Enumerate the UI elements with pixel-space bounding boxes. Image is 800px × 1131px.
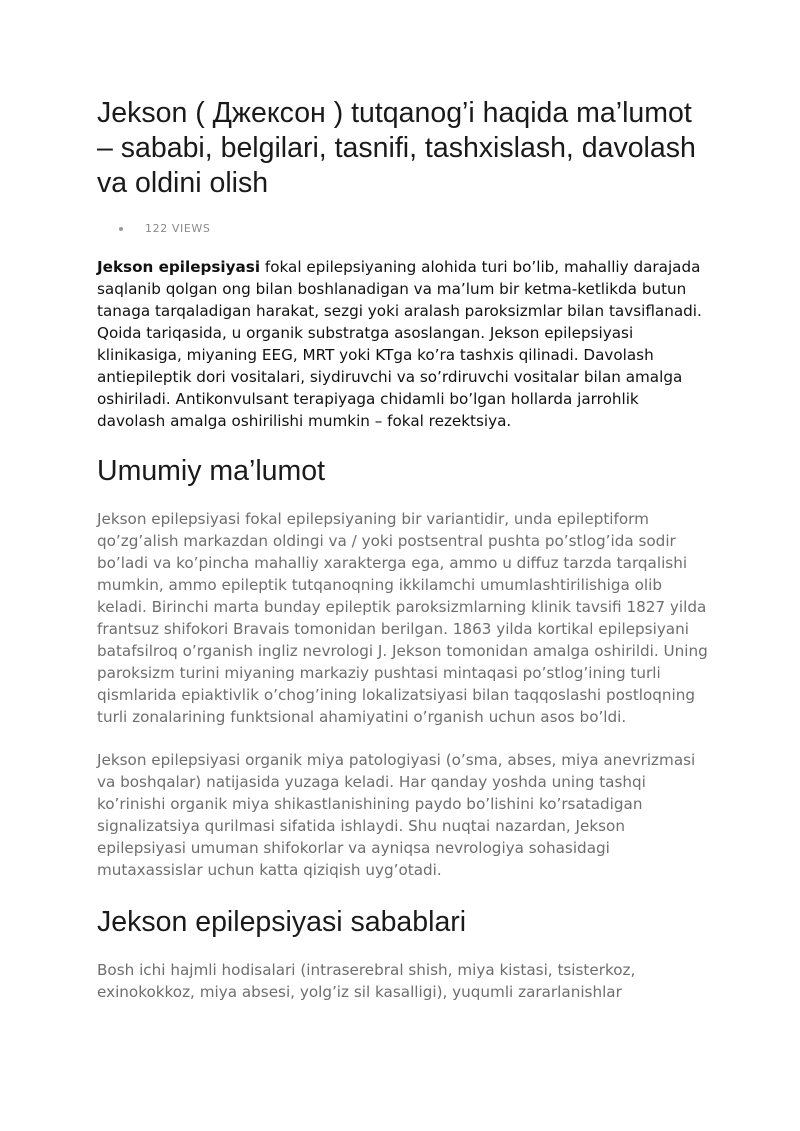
article	[97, 96, 709, 1003]
lead-paragraph	[97, 256, 709, 432]
causes-paragraph-1: Bosh ichi hajmli hodisalari (intraserebral shish, miya kistasi, tsisterkoz, exinokokkoz, miya absesi, yolg’iz sil kasalligi), yuqumli zararlanishlar	[97, 961, 636, 1001]
section-heading-general: Umumiy ma’lumot	[97, 455, 326, 487]
lead-text: fokal epilepsiyaning alohida turi bo’lib, mahalliy darajada saqlanib qolgan ong bilan boshlanadigan va ma’lum bir ketma-ketlikda butun tanaga tarqaladigan harakat, sezgi yoki aralash paroksizmlar bilan tavsiflanadi. Qoida tariqasida, u organik substratga asoslangan. Jekson epilepsiyasi klinikasiga, miyaning EEG, MRT yoki KTga ko’ra tashxis qilinadi. Davolash antiepileptik dori vositalari, siydiruvchi va so’rdiruvchi vositalar bilan amalga oshiriladi. Antikonvulsant terapiyaga chidamli bo’lgan hollarda jarrohlik davolash amalga oshirilishi mumkin – fokal rezektsiya.	[97, 258, 702, 430]
views-count: 122 VIEWS	[145, 222, 211, 235]
general-paragraph-1: Jekson epilepsiyasi fokal epilepsiyaning bir variantidir, unda epileptiform qo’zg’alish markazdan oldingi va / yoki postsentral pushta po’stlog’ida sodir bo’ladi va ko’pincha mahalliy xarakterga ega, ammo u diffuz tarzda tarqalishi mumkin, ammo epileptik tutqanoqning ikkilamchi umumlashtirilishiga olib keladi. Birinchi marta bunday epileptik paroksizmlarning klinik tavsifi 1827 yilda frantsuz shifokori Bravais tomonidan berilgan. 1863 yilda kortikal epilepsiyani batafsilroq o’rganish ingliz nevrologi J. Jekson tomonidan amalga oshirildi. Uning paroksizm turini miyaning markaziy pushtasi mintaqasi po’stlog’ining turli qismlarida epiaktivlik o’chog’ining lokalizatsiyasi bilan taqqoslashi postloqning turli zonalarining funktsional ahamiyatini o’rganish uchun asos bo’ldi.	[97, 510, 708, 726]
lead-term: Jekson epilepsiyasi	[97, 258, 261, 276]
article-title: Jekson ( Джексон ) tutqanog’i haqida ma’lumot – sababi, belgilari, tasnifi, tashxislash, davolash va oldini olish	[97, 97, 696, 199]
section-heading-causes: Jekson epilepsiyasi sabablari	[97, 906, 467, 938]
article-meta	[119, 222, 709, 235]
general-paragraph-2: Jekson epilepsiyasi organik miya patologiyasi (o’sma, abses, miya anevrizmasi va boshqalar) natijasida yuzaga keladi. Har qanday yoshda uning tashqi ko’rinishi organik miya shikastlanishining paydo bo’lishini ko’rsatadigan signalizatsiya qurilmasi sifatida ishlaydi. Shu nuqtai nazardan, Jekson epilepsiyasi umuman shifokorlar va ayniqsa nevrologiya sohasidagi mutaxassislar uchun katta qiziqish uyg’otadi.	[97, 751, 696, 879]
bullet-icon	[119, 227, 123, 231]
